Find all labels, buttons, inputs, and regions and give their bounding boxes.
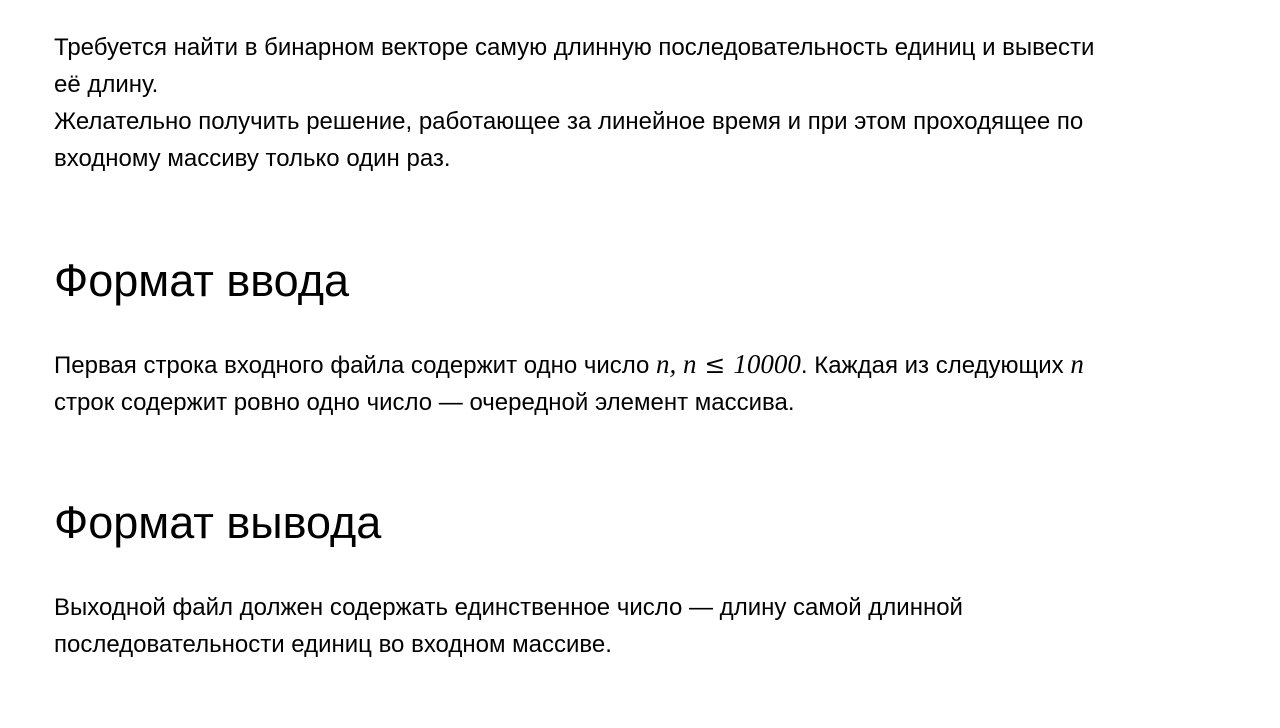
input-format-line xyxy=(54,346,1234,384)
output-format-line: Выходной файл должен содержать единственное число — длину самой длинной xyxy=(54,594,963,621)
description-line: Требуется найти в бинарном векторе самую длинную последовательность единиц и вывести xyxy=(54,34,1095,61)
math-variable-n: n xyxy=(1070,349,1084,379)
description-line: Желательно получить решение, работающее за линейное время и при этом проходящее по xyxy=(54,108,1084,135)
description-line: входному массиву только один раз. xyxy=(54,145,451,172)
math-comma: , xyxy=(669,349,684,379)
math-less-equal: ≤ xyxy=(696,350,734,379)
output-format-text xyxy=(54,589,1234,663)
output-format-heading: Формат вывода xyxy=(54,497,382,548)
description-line: её длину. xyxy=(54,71,159,98)
math-variable-n: n xyxy=(683,349,697,379)
math-limit: 10000 xyxy=(733,349,801,379)
input-format-line: строк содержит ровно одно число — очередной элемент массива. xyxy=(54,389,795,416)
problem-description xyxy=(54,29,1234,177)
input-text-segment: Первая строка входного файла содержит одно число xyxy=(54,352,657,379)
math-variable-n: n xyxy=(656,349,670,379)
input-format-heading: Формат ввода xyxy=(54,255,349,306)
input-text-segment: . Каждая из следующих xyxy=(800,352,1071,379)
input-format-text xyxy=(54,346,1234,421)
output-format-line: последовательности единиц во входном массиве. xyxy=(54,631,612,658)
